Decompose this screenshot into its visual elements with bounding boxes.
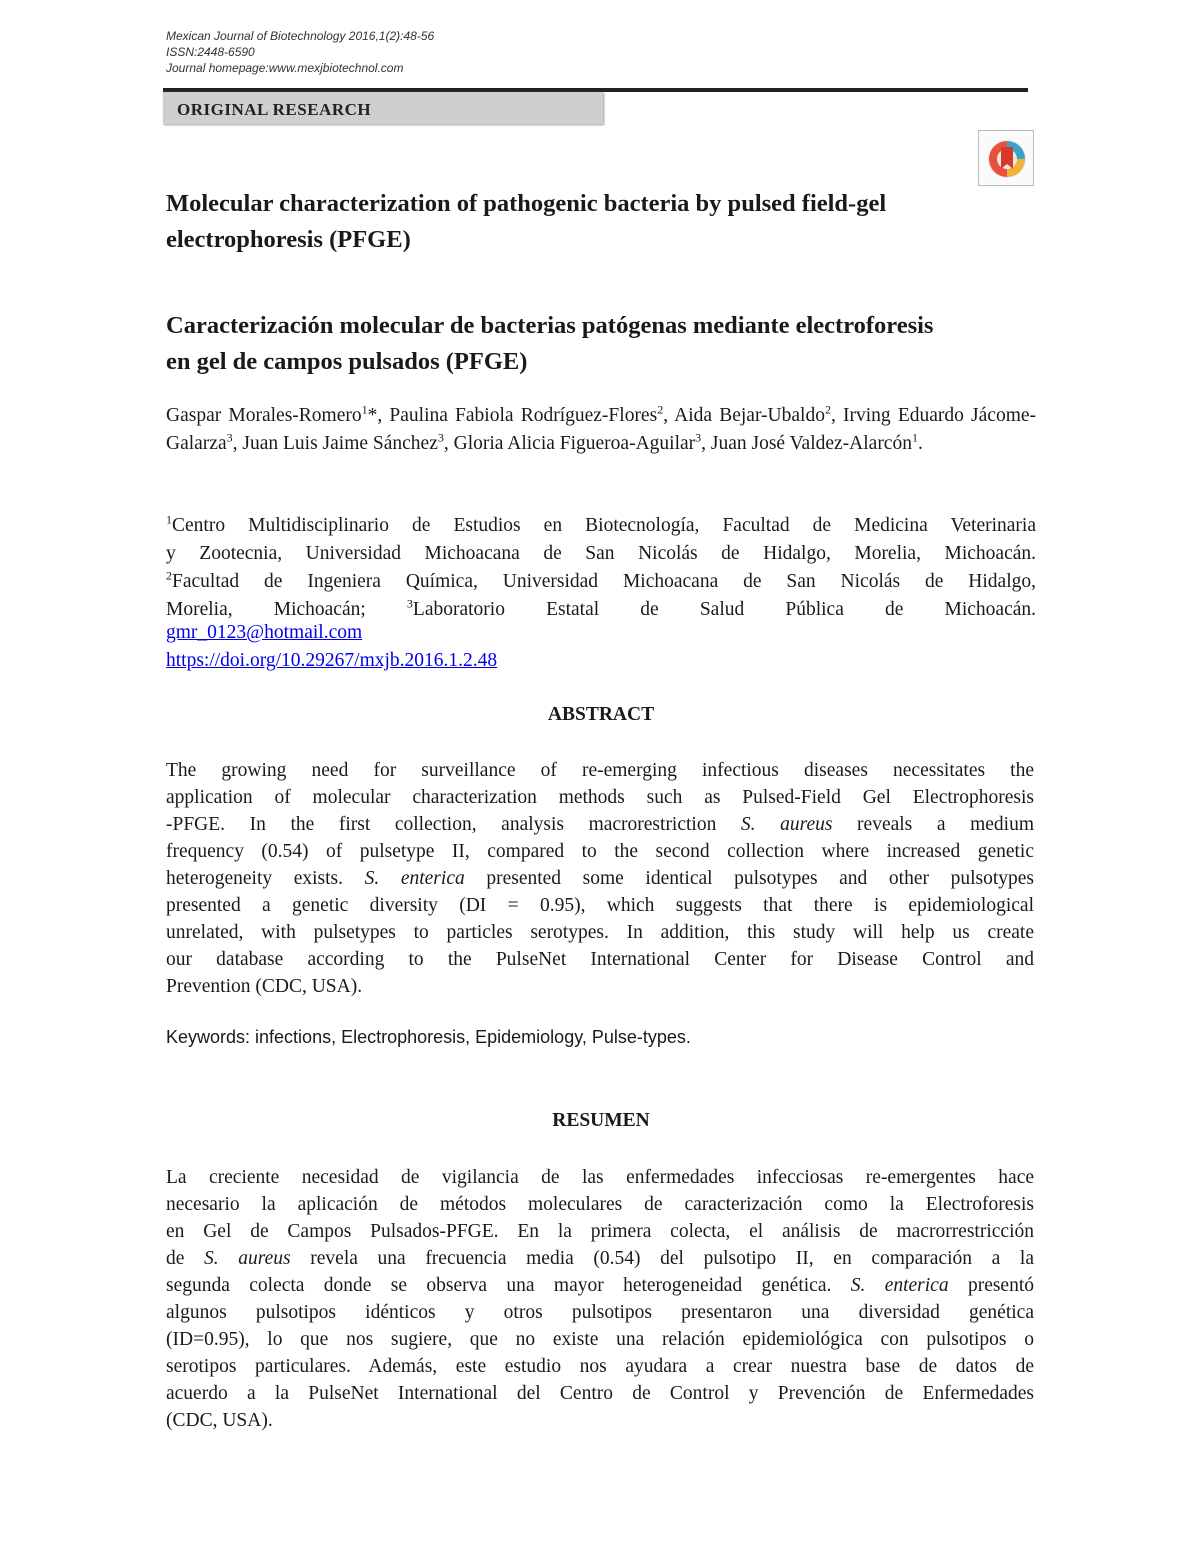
resumen-line: (ID=0.95), lo que nos sugiere, que no existe una relación epidemiológica con pulsotipos o <box>166 1329 1034 1350</box>
author-name: Gloria Alicia Figueroa-Aguilar <box>453 433 696 454</box>
resumen-line: necesario la aplicación de métodos moleculares de caracterización como la Electroforesis <box>166 1194 1034 1215</box>
author-affiliation-sup: 3 <box>226 430 233 445</box>
affiliation-3: Laboratorio Estatal de Salud Pública de Michoacán. <box>412 599 1037 620</box>
resumen-heading: RESUMEN <box>552 1110 650 1131</box>
affiliation-sup: 2 <box>166 568 172 583</box>
author-affiliation-sup: 2 <box>824 402 831 417</box>
abstract-body <box>166 757 1034 1000</box>
resumen-line: La creciente necesidad de vigilancia de las enfermedades infecciosas re-emergentes hace <box>166 1167 1034 1188</box>
journal-header <box>166 28 434 76</box>
affiliation-line <box>166 540 1036 568</box>
resumen-line: de S. aureus revela una frecuencia media (0.54) del pulsotipo II, en comparación a la <box>166 1248 1034 1269</box>
author-affiliation-sup: 1 <box>911 430 918 445</box>
corresponding-mark: * <box>367 405 378 426</box>
affiliation-1: Centro Multidisciplinario de Estudios en Biotecnología, Facultad de Medicina Veterinaria <box>172 515 1036 536</box>
abstract-line: presented a genetic diversity (DI = 0.95), which suggests that there is epidemiological <box>166 895 1034 916</box>
resumen-line: (CDC, USA). <box>166 1410 273 1431</box>
abstract-line: -PFGE. In the first collection, analysis macrorestriction S. aureus reveals a medium <box>166 814 1034 835</box>
resumen-line: acuerdo a la PulseNet International del Centro de Control y Prevención de Enfermedades <box>166 1383 1034 1404</box>
affiliations <box>166 512 1036 624</box>
affiliation-line <box>166 596 1036 624</box>
journal-citation: Mexican Journal of Biotechnology 2016,1(2):48-56 <box>166 29 435 43</box>
author-name: Aida Bejar-Ubaldo <box>674 405 825 426</box>
doi-line <box>166 650 497 672</box>
author-affiliation-sup: 3 <box>437 430 444 445</box>
affiliation-sup: 1 <box>166 512 172 527</box>
resumen-line: algunos pulsotipos idénticos y otros pulsotipos presentaron una diversidad genética <box>166 1302 1034 1323</box>
author-name: Irving Eduardo Jácome-Galarza <box>166 405 1037 454</box>
crossmark-icon[interactable] <box>978 130 1034 186</box>
affiliation-line <box>166 568 1036 596</box>
keywords: Keywords: infections, Electrophoresis, Epidemiology, Pulse-types. <box>166 1027 691 1047</box>
abstract-line: application of molecular characterization methods such as Pulsed-Field Gel Electrophoresis <box>166 787 1034 808</box>
abstract-line: unrelated, with pulsetypes to particles serotypes. In addition, this study will help us create <box>166 922 1034 943</box>
affiliation-1-cont: y Zootecnia, Universidad Michoacana de San Nicolás de Hidalgo, Morelia, Michoacán. <box>166 543 1036 564</box>
journal-homepage: Journal homepage:www.mexjbiotechnol.com <box>166 61 404 75</box>
affiliation-2: Facultad de Ingeniera Química, Universidad Michoacana de San Nicolás de Hidalgo, <box>172 571 1036 592</box>
title-en-line-2: electrophoresis (PFGE) <box>166 226 411 253</box>
title-es-line-1: Caracterización molecular de bacterias patógenas mediante electroforesis <box>166 312 934 339</box>
abstract-heading: ABSTRACT <box>547 704 655 725</box>
journal-issn: ISSN:2448-6590 <box>166 45 255 59</box>
resumen-line: segunda colecta donde se observa una mayor heterogeneidad genética. S. enterica presentó <box>166 1275 1035 1296</box>
resumen-line: en Gel de Campos Pulsados-PFGE. En la primera colecta, el análisis de macrorrestricción <box>166 1221 1034 1242</box>
section-band <box>163 92 603 124</box>
doi-link[interactable]: https://doi.org/10.29267/mxjb.2016.1.2.48 <box>166 650 498 671</box>
author-affiliation-sup: 1 <box>361 402 368 417</box>
title-spanish <box>166 308 1036 380</box>
title-english <box>166 186 1036 258</box>
affiliation-2-cont: Morelia, Michoacán; <box>166 599 366 620</box>
author-name: Juan Luis Jaime Sánchez <box>242 433 438 454</box>
author-name: Juan José Valdez-Alarcón <box>710 433 912 454</box>
abstract-line: The growing need for surveillance of re-emerging infectious diseases necessitates the <box>166 760 1034 781</box>
author-name: Paulina Fabiola Rodríguez-Flores <box>389 405 658 426</box>
affiliation-sup: 3 <box>406 596 413 611</box>
title-es-line-2: en gel de campos pulsados (PFGE) <box>166 348 528 375</box>
section-label: ORIGINAL RESEARCH <box>177 100 372 119</box>
abstract-line: frequency (0.54) of pulsetype II, compared to the second collection where increased genetic <box>166 841 1034 862</box>
author-list: Gaspar Morales-Romero$^1$*, Paulina Fabiola Rodríguez-Flores$^2$, Aida Bejar-Ubaldo$^2$, Irving Eduardo Jácome-Galarza$^3$, Juan Luis Jaime Sánchez$^3$, Gloria Alicia Figueroa-Aguilar$^3$, Juan José Valdez-Alarcón$^1$. <box>166 402 1037 454</box>
resumen-body <box>166 1164 1034 1434</box>
author-affiliation-sup: 2 <box>657 402 664 417</box>
email-line <box>166 622 362 644</box>
email-link[interactable]: gmr_0123@hotmail.com <box>166 622 363 643</box>
author-affiliation-sup: 3 <box>695 430 702 445</box>
affiliation-line <box>166 512 1036 540</box>
title-en-line-1: Molecular characterization of pathogenic bacteria by pulsed field-gel <box>166 190 887 217</box>
author-name: Gaspar Morales-Romero <box>166 405 362 426</box>
resumen-line: serotipos particulares. Además, este estudio nos ayudara a crear nuestra base de datos de <box>166 1356 1034 1377</box>
abstract-line: Prevention (CDC, USA). <box>166 976 363 997</box>
abstract-line: heterogeneity exists. S. enterica presented some identical pulsotypes and other pulsotypes <box>166 868 1034 889</box>
abstract-line: our database according to the PulseNet International Center for Disease Control and <box>166 949 1034 970</box>
